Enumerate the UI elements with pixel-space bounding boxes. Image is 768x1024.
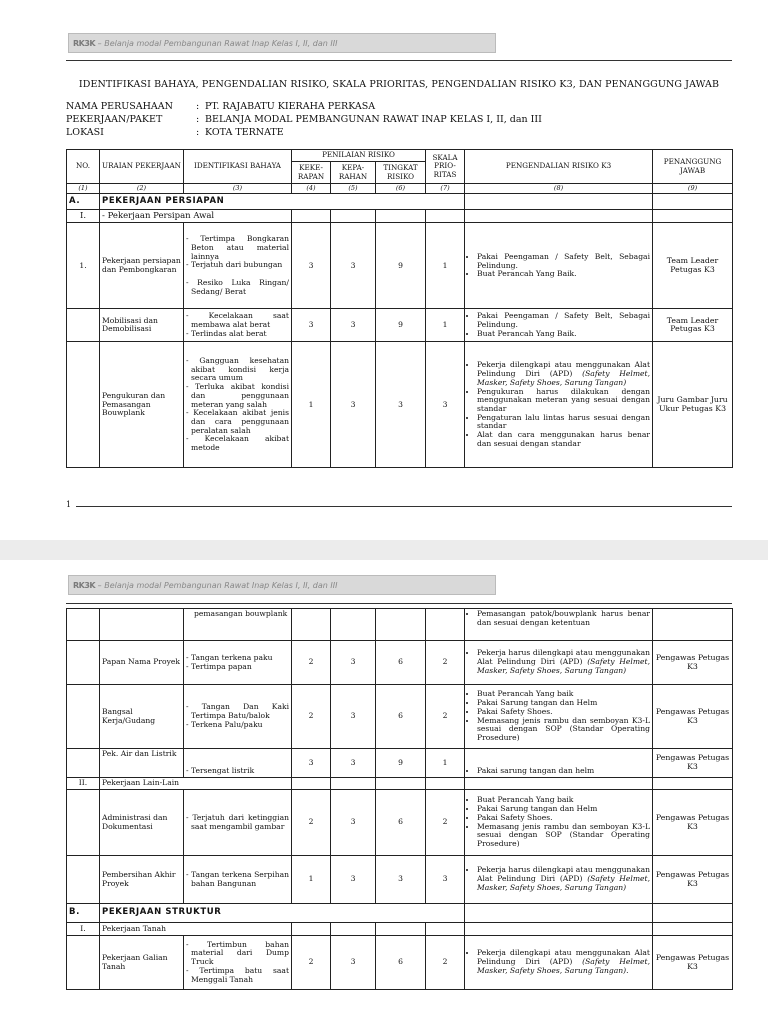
row-tingkat: 6 [376, 936, 426, 990]
col-uraian: URAIAN PEKERJAAN [100, 150, 184, 184]
col-keparahan: KEPA-RAHAN [331, 162, 376, 184]
section-title: PEKERJAAN PERSIAPAN [100, 194, 465, 210]
row-controls: • Pakai sarung tangan dan helm [465, 749, 653, 778]
row-skala: 3 [426, 856, 465, 904]
risk-table-page-2 [66, 608, 733, 990]
row-tingkat: 3 [376, 856, 426, 904]
page-number: 1 [66, 500, 72, 509]
table-row [67, 223, 733, 309]
table-row [67, 309, 733, 342]
subsection-title: Pekerjaan Lain-Lain [100, 778, 292, 790]
row-controls: • Buat Perancah Yang baik • Pakai Sarung tangan dan Helm • Pakai Safety Shoes. • Memasang jenis rambu dan semboyan K3-L sesuai dengan SOP (Standar Operating Prosedure) [465, 685, 653, 749]
row-skala: 1 [426, 749, 465, 778]
table-row [67, 856, 733, 904]
row-uraian: Pengukuran dan Pemasangan Bouwplank [100, 342, 184, 468]
row-uraian: Pembersihan Akhir Proyek [100, 856, 184, 904]
colnum: (8) [465, 184, 653, 194]
colnum: (7) [426, 184, 465, 194]
row-pj: Team Leader Petugas K3 [653, 309, 733, 342]
row-controls: • Pekerja dilengkapi atau menggunakan Alat Pelindung Diri (APD) (Safety Helmet, Masker, Safety Shoes, Sarung Tangan). [465, 936, 653, 990]
row-skala: 2 [426, 641, 465, 685]
running-header: RK3K – Belanja modal Pembangunan Rawat Inap Kelas I, II, dan III [68, 33, 496, 53]
row-hazards: - Terjatuh dari ketinggian saat mengambil gambar [184, 790, 292, 856]
row-keparahan: 3 [331, 641, 376, 685]
row-hazards: - Tangan terkena Serpihan bahan Bangunan [184, 856, 292, 904]
row-kekerapan: 3 [292, 309, 331, 342]
subsection-title: Pekerjaan Tanah [100, 923, 292, 936]
row-keparahan: 3 [331, 936, 376, 990]
row-kekerapan: 2 [292, 641, 331, 685]
row-keparahan: 3 [331, 856, 376, 904]
table-row [67, 749, 733, 778]
row-hazards: - Tersengat listrik [184, 749, 292, 778]
row-keparahan: 3 [331, 790, 376, 856]
row-tingkat: 6 [376, 685, 426, 749]
col-penilaian: PENILAIAN RISIKO [292, 150, 426, 162]
colnum: (1) [67, 184, 100, 194]
row-pj: Pengawas Petugas K3 [653, 790, 733, 856]
row-keparahan: 3 [331, 342, 376, 468]
colnum: (4) [292, 184, 331, 194]
row-pj: Juru Gambar Juru Ukur Petugas K3 [653, 342, 733, 468]
row-kekerapan: 2 [292, 685, 331, 749]
footer-rule [76, 506, 732, 507]
row-uraian: Bangsal Kerja/Gudang [100, 685, 184, 749]
table-row [67, 342, 733, 468]
row-skala: 2 [426, 936, 465, 990]
header-rule [66, 603, 732, 604]
row-pj: Team Leader Petugas K3 [653, 223, 733, 309]
subsection-roman: II. [67, 778, 100, 790]
meta-location: LOKASI : KOTA TERNATE [66, 127, 284, 138]
row-skala: 2 [426, 685, 465, 749]
col-identifikasi: IDENTIFIKASI BAHAYA [184, 150, 292, 184]
row-skala: 1 [426, 223, 465, 309]
row-kekerapan: 2 [292, 936, 331, 990]
row-hazards: - Tangan terkena paku - Tertimpa papan [184, 641, 292, 685]
row-uraian: Mobilisasi dan Demobilisasi [100, 309, 184, 342]
row-kekerapan: 2 [292, 790, 331, 856]
row-kekerapan: 3 [292, 223, 331, 309]
table-row [67, 641, 733, 685]
row-tingkat: 6 [376, 790, 426, 856]
section-letter: A. [67, 194, 100, 210]
row-controls: • Pekerja dilengkapi atau menggunakan Alat Pelindung Diri (APD) (Safety Helmet, Masker, Safety Shoes, Sarung Tangan) • Pengukuran harus dilakukan dengan menggunakan meteran yang sesuai dengan standar • Pengaturan lalu lintas harus sesuai dengan standar • Alat dan cara menggunakan harus benar dan sesuai dengan standar [465, 342, 653, 468]
row-uraian: Pekerjaan persiapan dan Pembongkaran [100, 223, 184, 309]
row-keparahan: 3 [331, 749, 376, 778]
row-keparahan: 3 [331, 685, 376, 749]
row-controls: • Pekerja harus dilengkapi atau menggunakan Alat Pelindung Diri (APD) (Safety Helmet, Masker, Safety Shoes, Sarung Tangan) [465, 641, 653, 685]
subsection-roman: I. [67, 923, 100, 936]
col-tingkat: TINGKAT RISIKO [376, 162, 426, 184]
col-pengendalian: PENGENDALIAN RISIKO K3 [465, 150, 653, 184]
table-row [67, 936, 733, 990]
row-tingkat: 9 [376, 749, 426, 778]
colnum: (5) [331, 184, 376, 194]
table-row [67, 790, 733, 856]
meta-company: NAMA PERUSAHAAN : PT. RAJABATU KIERAHA PERKASA [66, 101, 376, 112]
colnum: (3) [184, 184, 292, 194]
section-title: PEKERJAAN STRUKTUR [100, 904, 465, 923]
table-row [67, 685, 733, 749]
row-hazards: - Tertimbun bahan material dari Dump Truck - Tertimpa batu saat Menggali Tanah [184, 936, 292, 990]
row-uraian: Pek. Air dan Listrik [100, 749, 184, 778]
col-no: NO. [67, 150, 100, 184]
row-kekerapan: 1 [292, 856, 331, 904]
row-hazards: pemasangan bouwplank [184, 609, 292, 641]
row-hazards: - Gangguan kesehatan akibat kondisi kerja secara umum - Terluka akibat kondisi dan penggunaan meteran yang salah - Kecelakaan akibat jenis dan cara penggunaan peralatan salah - Kecelakaan akibat metode [184, 342, 292, 468]
subsection-roman: I. [67, 210, 100, 223]
running-header: RK3K – Belanja modal Pembangunan Rawat Inap Kelas I, II, dan III [68, 575, 496, 595]
row-tingkat: 9 [376, 223, 426, 309]
row-hazards: - Tangan Dan Kaki Tertimpa Batu/balok - Terkena Palu/paku [184, 685, 292, 749]
row-no: 1. [67, 223, 100, 309]
header-rule [66, 60, 732, 61]
row-tingkat: 6 [376, 641, 426, 685]
row-pj: Pengawas Petugas K3 [653, 856, 733, 904]
row-keparahan: 3 [331, 309, 376, 342]
row-kekerapan: 3 [292, 749, 331, 778]
colnum: (6) [376, 184, 426, 194]
row-uraian: Administrasi dan Dokumentasi [100, 790, 184, 856]
row-hazards: - Tertimpa Bongkaran Beton atau material lainnya - Terjatuh dari bubungan - Resiko Luka Ringan/ Sedang/ Berat [184, 223, 292, 309]
row-pj: Pengawas Petugas K3 [653, 749, 733, 778]
document-title: IDENTIFIKASI BAHAYA, PENGENDALIAN RISIKO, SKALA PRIORITAS, PENGENDALIAN RISIKO K3, DAN PENANGGUNG JAWAB [78, 79, 720, 90]
document-page-2 [0, 560, 768, 1024]
risk-table-page-1 [66, 149, 733, 468]
row-controls: • Pemasangan patok/bouwplank harus benar dan sesuai dengan ketentuan [465, 609, 653, 641]
row-controls: • Buat Perancah Yang baik • Pakai Sarung tangan dan Helm • Pakai Safety Shoes. • Memasang jenis rambu dan semboyan K3-L sesuai dengan SOP (Standar Operating Prosedure) [465, 790, 653, 856]
row-controls: • Pakai Peengaman / Safety Belt, Sebagai Pelindung. • Buat Perancah Yang Baik. [465, 309, 653, 342]
row-uraian: Pekerjaan Galian Tanah [100, 936, 184, 990]
row-tingkat: 3 [376, 342, 426, 468]
page-gap [0, 540, 768, 560]
row-skala: 3 [426, 342, 465, 468]
row-controls: • Pakai Peengaman / Safety Belt, Sebagai Pelindung. • Buat Perancah Yang Baik. [465, 223, 653, 309]
col-skala: SKALA PRIO-RITAS [426, 150, 465, 184]
row-skala: 1 [426, 309, 465, 342]
col-kekerapan: KEKE-RAPAN [292, 162, 331, 184]
row-pj: Pengawas Petugas K3 [653, 641, 733, 685]
subsection-title: - Pekerjaan Persipan Awal [100, 210, 292, 223]
row-skala: 2 [426, 790, 465, 856]
row-pj: Pengawas Petugas K3 [653, 685, 733, 749]
colnum: (9) [653, 184, 733, 194]
row-uraian: Papan Nama Proyek [100, 641, 184, 685]
row-hazards: - Kecelakaan saat membawa alat berat - Terlindas alat berat [184, 309, 292, 342]
row-keparahan: 3 [331, 223, 376, 309]
row-kekerapan: 1 [292, 342, 331, 468]
row-tingkat: 9 [376, 309, 426, 342]
meta-project: PEKERJAAN/PAKET : BELANJA MODAL PEMBANGUNAN RAWAT INAP KELAS I, II, dan III [66, 114, 542, 125]
col-pj: PENANGGUNG JAWAB [653, 150, 733, 184]
colnum: (2) [100, 184, 184, 194]
row-controls: • Pekerja harus dilengkapi atau menggunakan Alat Pelindung Diri (APD) (Safety Helmet, Masker, Safety Shoes, Sarung Tangan) [465, 856, 653, 904]
section-letter: B. [67, 904, 100, 923]
table-row [67, 609, 733, 641]
row-pj: Pengawas Petugas K3 [653, 936, 733, 990]
